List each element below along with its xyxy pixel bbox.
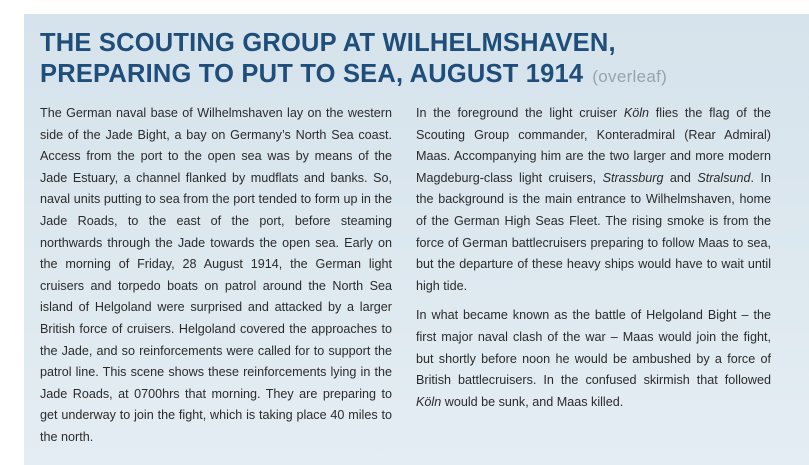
right-column bbox=[416, 103, 771, 421]
ship-name-stralsund: Stralsund bbox=[697, 170, 751, 185]
text-segment: In what became known as the battle of Helgoland Bight – the first major naval clash of the war – Maas would join the fight, but shortly before noon he would be ambushed by a force of British battlecruisers. In the confused skirmish that followed bbox=[416, 308, 771, 388]
title-line-1: THE SCOUTING GROUP AT WILHELMSHAVEN, bbox=[40, 29, 616, 57]
left-paragraph: The German naval base of Wilhelmshaven lay on the western side of the Jade Bight, a bay on Germany’s North Sea coast. Access from the port to the open sea was by means of the Jade Estuary, a channel flanked by mudflats and banks. So, naval units putting to sea from the port tended to form up in the Jade Roads, to the east of the port, before steaming northwards through the Jade towards the open sea. Early on the morning of Friday, 28 August 1914, the German light cruisers and torpedo boats on patrol around the North Sea island of Helgoland were surprised and attacked by a larger British force of cruisers. Helgoland covered the approaches to the Jade, and so reinforcements were called for to support the patrol line. This scene shows these reinforcements lying in the Jade Roads, at 0700hrs that morning. They are preparing to get underway to join the fight, which is taking place 40 miles to the north. bbox=[40, 106, 392, 444]
page-title bbox=[40, 28, 780, 92]
ship-name-koln: Köln bbox=[623, 106, 650, 120]
text-segment: . In the background is the main entrance to Wilhelmshaven, home of the German High Seas Fleet. The rising smoke is from the force of German battlecruisers preparing to follow Maas to sea, but the departure of these heavy ships would have to wait until high tide. bbox=[416, 170, 771, 293]
left-column bbox=[40, 103, 392, 457]
title-line-2-text: PREPARING TO PUT TO SEA, AUGUST 1914 bbox=[40, 60, 584, 88]
text-segment: and bbox=[663, 170, 698, 185]
title-line-2 bbox=[40, 59, 780, 92]
overleaf-note: (overleaf) bbox=[592, 67, 668, 86]
right-paragraph-2 bbox=[416, 305, 771, 413]
text-segment: flies the flag of the Scouting Group commander, Konteradmiral (Rear Admiral) Maas. Accompanying him are the two larger and more modern Magdeburg-class light cruisers, bbox=[416, 106, 771, 185]
text-segment: would be sunk, and Maas killed. bbox=[441, 394, 624, 409]
ship-name-koln: Köln bbox=[416, 394, 442, 409]
ship-name-strassburg: Strassburg bbox=[602, 170, 664, 185]
text-segment: In the foreground the light cruiser bbox=[416, 106, 624, 120]
right-paragraph-1 bbox=[416, 103, 771, 297]
